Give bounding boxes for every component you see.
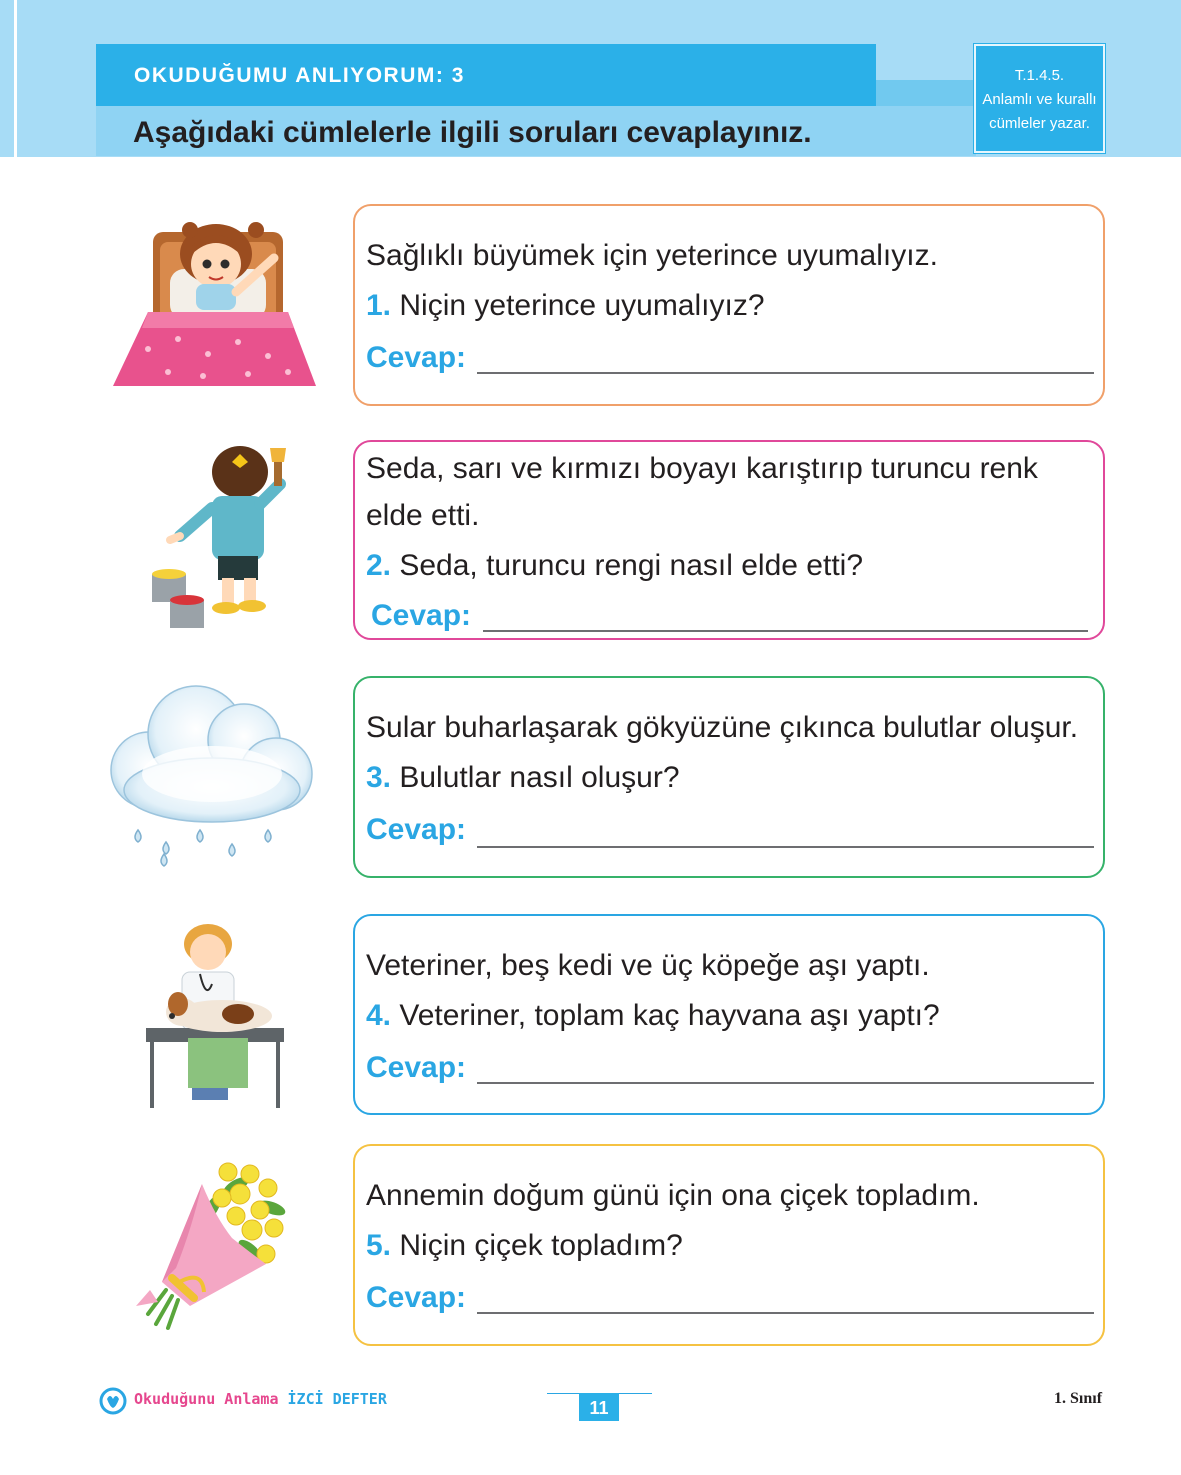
statement-3: Sular buharlaşarak gökyüzüne çıkınca bulutlar oluşur. xyxy=(366,711,1079,744)
outcome-line-2: cümleler yazar. xyxy=(989,115,1090,132)
question-3 xyxy=(366,761,680,795)
learning-outcome-box xyxy=(974,44,1105,153)
footer-brand xyxy=(134,1390,387,1408)
footer-brand-part-1: Okuduğunu Anlama xyxy=(134,1390,288,1408)
answer-label-4: Cevap: xyxy=(366,1051,467,1084)
question-text-5: Niçin çiçek topladım? xyxy=(391,1229,683,1262)
answer-label-5: Cevap: xyxy=(366,1281,467,1314)
statement-4: Veteriner, beş kedi ve üç köpeğe aşı yaptı. xyxy=(366,949,930,982)
page-number: 11 xyxy=(579,1393,619,1421)
question-text-1: Niçin yeterince uyumalıyız? xyxy=(391,289,765,322)
title-bar-extension xyxy=(876,80,976,106)
answer-label-3: Cevap: xyxy=(366,813,467,846)
girl-painting-wall-icon xyxy=(140,444,290,634)
statement-1: Sağlıklı büyümek için yeterince uyumalıyız. xyxy=(366,239,938,272)
veterinarian-with-dog-icon xyxy=(142,920,288,1110)
question-5 xyxy=(366,1229,683,1263)
question-number-3: 3. xyxy=(366,761,392,794)
publisher-logo-icon xyxy=(98,1387,128,1415)
answer-label-1: Cevap: xyxy=(366,341,467,374)
answer-line-3[interactable] xyxy=(477,846,1094,848)
question-card-3 xyxy=(353,676,1105,878)
question-number-1: 1. xyxy=(366,289,392,322)
question-number-4: 4. xyxy=(366,999,392,1032)
outcome-line-1: Anlamlı ve kurallı xyxy=(982,91,1097,108)
rain-cloud-icon xyxy=(104,682,318,870)
answer-line-2[interactable] xyxy=(483,630,1088,632)
girl-waking-up-in-bed-icon xyxy=(108,214,320,392)
page-title: OKUDUĞUMU ANLIYORUM: 3 xyxy=(134,64,465,87)
answer-line-1[interactable] xyxy=(477,372,1094,374)
question-1 xyxy=(366,289,765,323)
question-card-2 xyxy=(353,440,1105,640)
question-card-4 xyxy=(353,914,1105,1115)
grade-label: 1. Sınıf xyxy=(1054,1390,1103,1407)
statement-5: Annemin doğum günü için ona çiçek topladım. xyxy=(366,1179,980,1212)
question-text-4: Veteriner, toplam kaç hayvana aşı yaptı? xyxy=(391,999,940,1032)
instruction-text: Aşağıdaki cümlelerle ilgili soruları cevaplayınız. xyxy=(133,116,812,149)
question-2 xyxy=(366,549,863,583)
answer-line-5[interactable] xyxy=(477,1312,1094,1314)
flower-bouquet-icon xyxy=(132,1158,290,1334)
footer-brand-part-2: İZCİ DEFTER xyxy=(287,1390,387,1408)
question-text-3: Bulutlar nasıl oluşur? xyxy=(391,761,680,794)
header-stripe xyxy=(14,0,17,157)
question-number-5: 5. xyxy=(366,1229,392,1262)
question-4 xyxy=(366,999,940,1033)
statement-2-line-2: elde etti. xyxy=(366,499,480,532)
answer-line-4[interactable] xyxy=(477,1082,1094,1084)
answer-label-2: Cevap: xyxy=(371,599,472,632)
question-text-2: Seda, turuncu rengi nasıl elde etti? xyxy=(391,549,864,582)
question-card-5 xyxy=(353,1144,1105,1346)
statement-2-line-1: Seda, sarı ve kırmızı boyayı karıştırıp turuncu renk xyxy=(366,452,1038,485)
outcome-code: T.1.4.5. xyxy=(1014,67,1065,84)
question-number-2: 2. xyxy=(366,549,392,582)
question-card-1 xyxy=(353,204,1105,406)
